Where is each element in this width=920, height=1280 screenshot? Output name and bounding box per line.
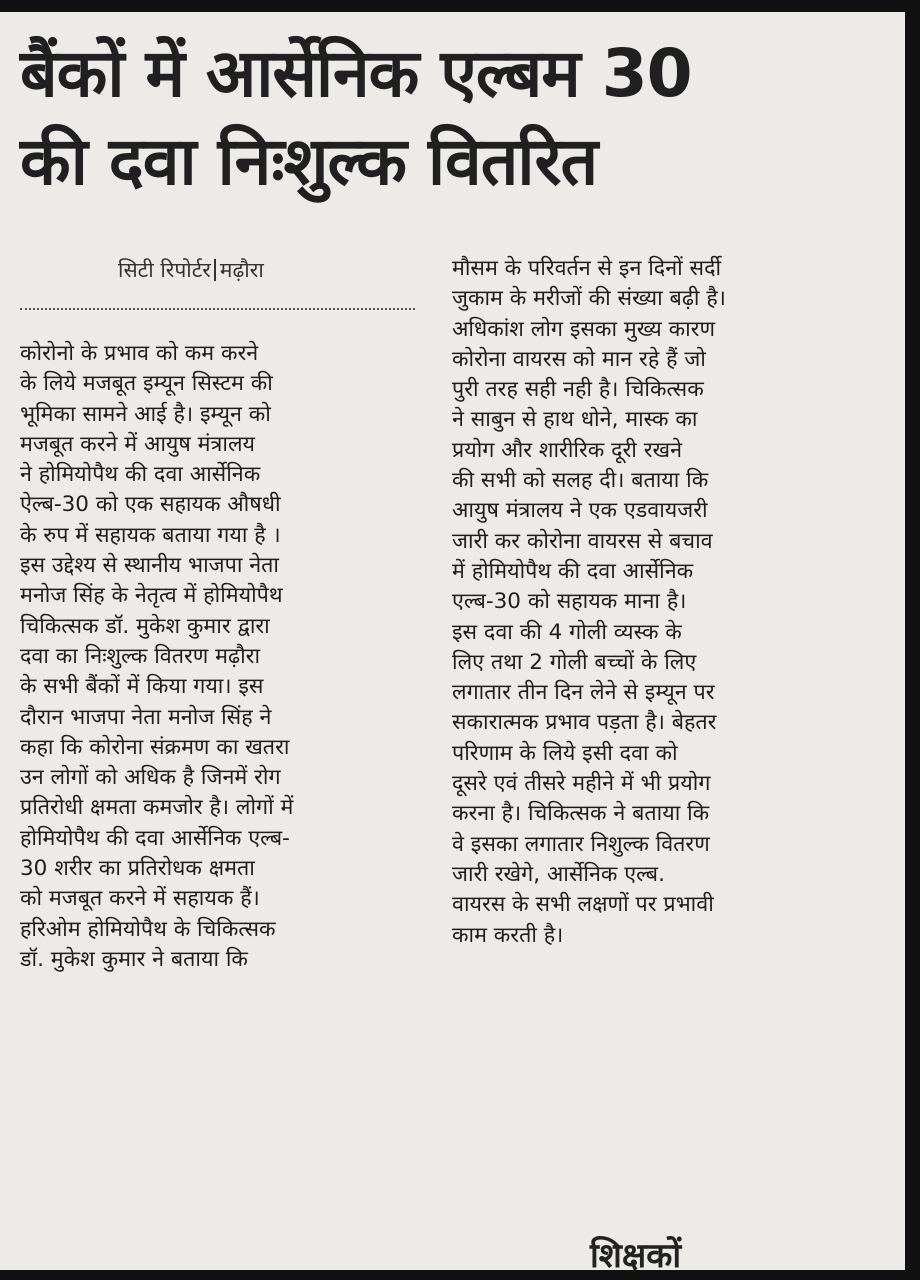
text-line: को मजबूत करने में सहायक हैं।: [20, 886, 260, 912]
text-line: चिकित्सक डॉ. मुकेश कुमार द्वारा: [20, 613, 270, 639]
byline-reporter: सिटी रिपोर्टर: [118, 258, 211, 282]
text-line: ऐल्ब-30 को एक सहायक औषधी: [20, 492, 281, 518]
article-column-right: [452, 254, 872, 951]
text-line: लगातार तीन दिन लेने से इम्यून पर: [452, 680, 715, 706]
text-line: मजबूत करने में आयुष मंत्रालय: [20, 431, 255, 457]
text-line: में होमियोपैथ की दवा आर्सेनिक: [452, 558, 694, 584]
next-article-headline-fragment: शिक्षकों: [590, 1236, 682, 1270]
headline-line-2: की दवा निःशुल्क वितरित: [20, 123, 598, 200]
byline-divider: [20, 308, 415, 310]
text-line: ने साबुन से हाथ धोने, मास्क का: [452, 407, 698, 433]
text-line: मौसम के परिवर्तन से इन दिनों सर्दी: [452, 256, 722, 281]
text-line: वायरस के सभी लक्षणों पर प्रभावी: [452, 892, 714, 918]
text-line: दूसरे एवं तीसरे महीने में भी प्रयोग: [452, 771, 711, 797]
text-line: प्रतिरोधी क्षमता कमजोर है। लोगों में: [20, 795, 294, 821]
text-line: जारी रखेगे, आर्सेनिक एल्ब.: [452, 861, 665, 887]
text-line: होमियोपैथ की दवा आर्सेनिक एल्ब-: [20, 825, 290, 851]
text-line: ने होमियोपैथ की दवा आर्सेनिक: [20, 462, 261, 488]
text-line: के रुप में सहायक बताया गया है ।: [20, 522, 281, 548]
byline-place: मढ़ौरा: [219, 258, 264, 282]
text-line: जारी कर कोरोना वायरस से बचाव: [452, 528, 713, 554]
text-line: 30 शरीर का प्रतिरोधक क्षमता: [20, 856, 255, 882]
text-line: काम करती है।: [452, 922, 564, 948]
newspaper-clipping: [0, 12, 905, 1270]
text-line: आयुष मंत्रालय ने एक एडवायजरी: [452, 498, 708, 524]
byline-separator: [214, 259, 216, 281]
text-line: दौरान भाजपा नेता मनोज सिंह ने: [20, 704, 272, 730]
text-line: अधिकांश लोग इसका मुख्य कारण: [452, 316, 715, 342]
text-line: इस दवा की 4 गोली व्यस्क के: [452, 619, 682, 645]
text-line: करना है। चिकित्सक ने बताया कि: [452, 801, 710, 827]
text-line: इस उद्देश्य से स्थानीय भाजपा नेता: [20, 553, 279, 579]
text-line: पुरी तरह सही नही है। चिकित्सक: [452, 377, 704, 403]
text-line: लिए तथा 2 गोली बच्चों के लिए: [452, 649, 697, 675]
text-line: की सभी को सलह दी। बताया कि: [452, 468, 709, 494]
text-line: डॉ. मुकेश कुमार ने बताया कि: [20, 946, 248, 972]
text-line: दवा का निःशुल्क वितरण मढ़ौरा: [20, 643, 261, 669]
headline-line-1: बैंकों में आर्सेनिक एल्बम 30: [20, 35, 692, 112]
text-line: कोरोना वायरस को मान रहे हैं जो: [452, 346, 706, 372]
text-line: वे इसका लगातार निशुल्क वितरण: [452, 831, 710, 857]
text-line: कहा कि कोरोना संक्रमण का खतरा: [20, 734, 290, 760]
article-headline: [20, 30, 900, 206]
article-column-left: [20, 339, 420, 975]
text-line: उन लोगों को अधिक है जिनमें रोग: [20, 765, 281, 791]
byline: [118, 256, 264, 284]
text-line: एल्ब-30 को सहायक माना है।: [452, 589, 687, 615]
text-line: प्रयोग और शारीरिक दूरी रखने: [452, 437, 683, 463]
text-line: के लिये मजबूत इम्यून सिस्टम की: [20, 371, 273, 397]
text-line: भूमिका सामने आई है। इम्यून को: [20, 401, 271, 427]
text-line: मनोज सिंह के नेतृत्व में होमियोपैथ: [20, 583, 283, 609]
text-line: सकारात्मक प्रभाव पड़ता है। बेहतर: [452, 710, 717, 736]
text-line: परिणाम के लिये इसी दवा को: [452, 740, 678, 766]
text-line: हरिओम होमियोपैथ के चिकित्सक: [20, 916, 276, 942]
text-line: जुकाम के मरीजों की संख्या बढ़ी है।: [452, 286, 726, 312]
text-line: कोरोनो के प्रभाव को कम करने: [20, 341, 259, 366]
text-line: के सभी बैंकों में किया गया। इस: [20, 674, 264, 700]
